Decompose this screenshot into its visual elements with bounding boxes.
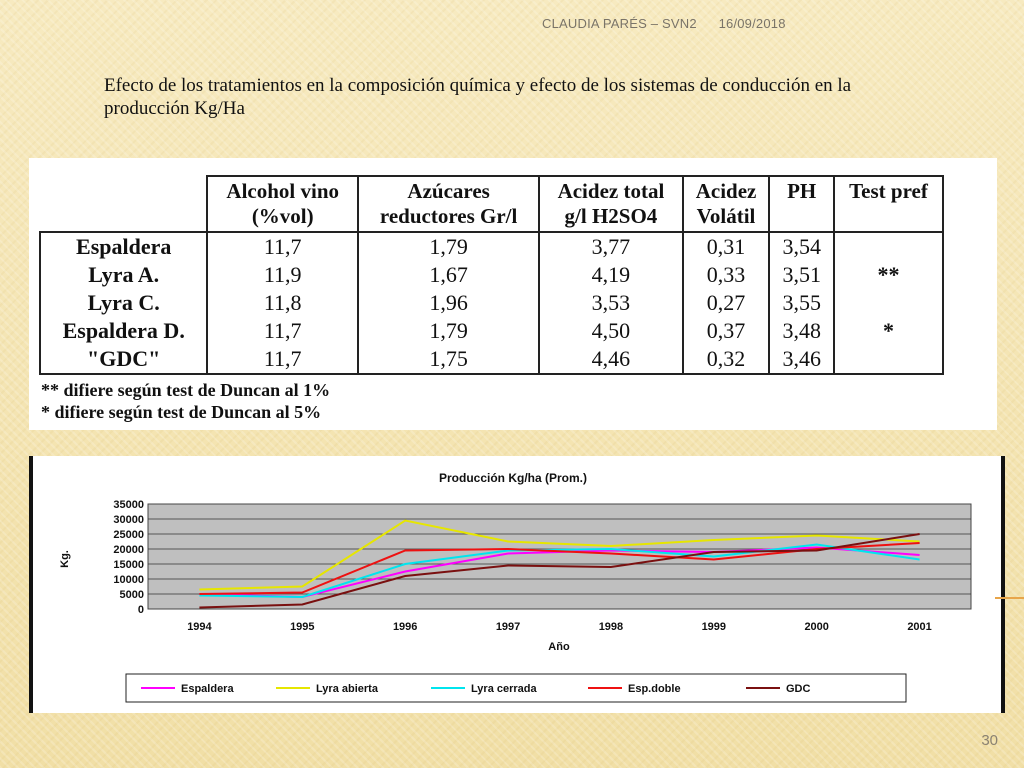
chart-title: Producción Kg/ha (Prom.) [438,471,588,485]
table-cell: 3,53 [539,289,682,317]
y-axis-label: Kg. [59,550,71,568]
table-cell: 3,51 [769,261,834,289]
results-table-panel [29,158,997,430]
column-header [683,176,770,232]
legend-label: Lyra abierta [316,683,378,695]
table-row [40,232,943,261]
chart-svg [33,456,993,713]
column-header-line1: Acidez [695,179,757,203]
table-corner [40,176,207,232]
y-tick-label: 25000 [113,529,144,541]
date-label: 16/09/2018 [718,16,786,31]
table-row [40,317,943,345]
composition-table [39,175,944,375]
column-header-line1: PH [787,179,817,203]
y-tick-label: 5000 [119,589,144,601]
table-cell: 1,75 [358,345,539,374]
y-axis-ticks [113,499,144,616]
table-cell: 1,79 [358,232,539,261]
y-tick-label: 15000 [113,559,144,571]
table-cell: 0,27 [683,289,770,317]
y-tick-label: 20000 [113,544,144,556]
page-number: 30 [981,732,998,749]
table-row [40,289,943,317]
column-header [834,176,943,232]
table-cell: ** [834,261,943,289]
row-label: Lyra A. [40,261,207,289]
footnote: * difiere según test de Duncan al 5% [41,402,322,422]
table-cell: 1,79 [358,317,539,345]
table-cell: 3,46 [769,345,834,374]
table-cell: 0,37 [683,317,770,345]
row-label: Lyra C. [40,289,207,317]
table-cell: 4,46 [539,345,682,374]
column-header-line2: g/l H2SO4 [564,204,658,228]
x-axis-label: Año [548,641,570,653]
legend-label: Esp.doble [628,683,681,695]
y-tick-label: 10000 [113,574,144,586]
x-tick-label: 1998 [598,621,624,633]
row-label: Espaldera [40,232,207,261]
table-cell: 0,33 [683,261,770,289]
x-tick-label: 1994 [187,621,212,633]
y-tick-label: 0 [137,604,144,616]
table-cell: 3,55 [769,289,834,317]
table-cell: 11,8 [207,289,358,317]
column-header [769,176,834,232]
x-axis-ticks [187,621,932,633]
table-row [40,261,943,289]
x-tick-label: 1997 [495,621,521,633]
table-cell [834,289,943,317]
y-tick-label: 35000 [113,499,144,511]
legend-label: Espaldera [181,683,234,695]
x-tick-label: 1995 [290,621,315,633]
column-header-line1: Acidez total [557,179,665,203]
row-label: "GDC" [40,345,207,374]
table-cell: 11,9 [207,261,358,289]
column-header-line2: Volátil [696,204,756,228]
table-cell: 4,19 [539,261,682,289]
column-header-line2: reductores Gr/l [379,204,518,228]
table-cell: 3,77 [539,232,682,261]
table-footnotes [41,379,330,423]
table-cell: 3,48 [769,317,834,345]
column-header [358,176,539,232]
table-cell: 1,96 [358,289,539,317]
x-tick-label: 1996 [392,621,418,633]
table-row [40,345,943,374]
table-header-row [40,176,943,232]
x-tick-label: 1999 [701,621,727,633]
column-header [207,176,358,232]
y-tick-label: 30000 [113,514,144,526]
legend-label: GDC [786,683,811,695]
legend-label: Lyra cerrada [471,683,537,695]
column-header-line2: (%vol) [251,204,314,228]
column-header [539,176,682,232]
column-header-line1: Test pref [849,179,928,203]
table-cell: 4,50 [539,317,682,345]
table-cell [834,232,943,261]
table-cell: 0,32 [683,345,770,374]
decorative-accent-line [995,597,1024,599]
x-tick-label: 2001 [907,621,932,633]
author-label: CLAUDIA PARÉS – SVN2 [542,16,697,31]
slide-header [542,16,804,31]
x-tick-label: 2000 [804,621,829,633]
slide-title: Efecto de los tratamientos en la composición química y efecto de los sistemas de conducción en la producción Kg/Ha [104,75,852,119]
column-header-line1: Azúcares [407,179,490,203]
table-cell: 1,67 [358,261,539,289]
table-cell: 11,7 [207,232,358,261]
footnote: ** difiere según test de Duncan al 1% [41,380,331,400]
table-cell: 0,31 [683,232,770,261]
table-cell [834,345,943,374]
production-chart [29,456,1005,713]
table-cell: 11,7 [207,317,358,345]
table-cell: * [834,317,943,345]
row-label: Espaldera D. [40,317,207,345]
table-cell: 3,54 [769,232,834,261]
table-cell: 11,7 [207,345,358,374]
column-header-line1: Alcohol vino [226,179,340,203]
